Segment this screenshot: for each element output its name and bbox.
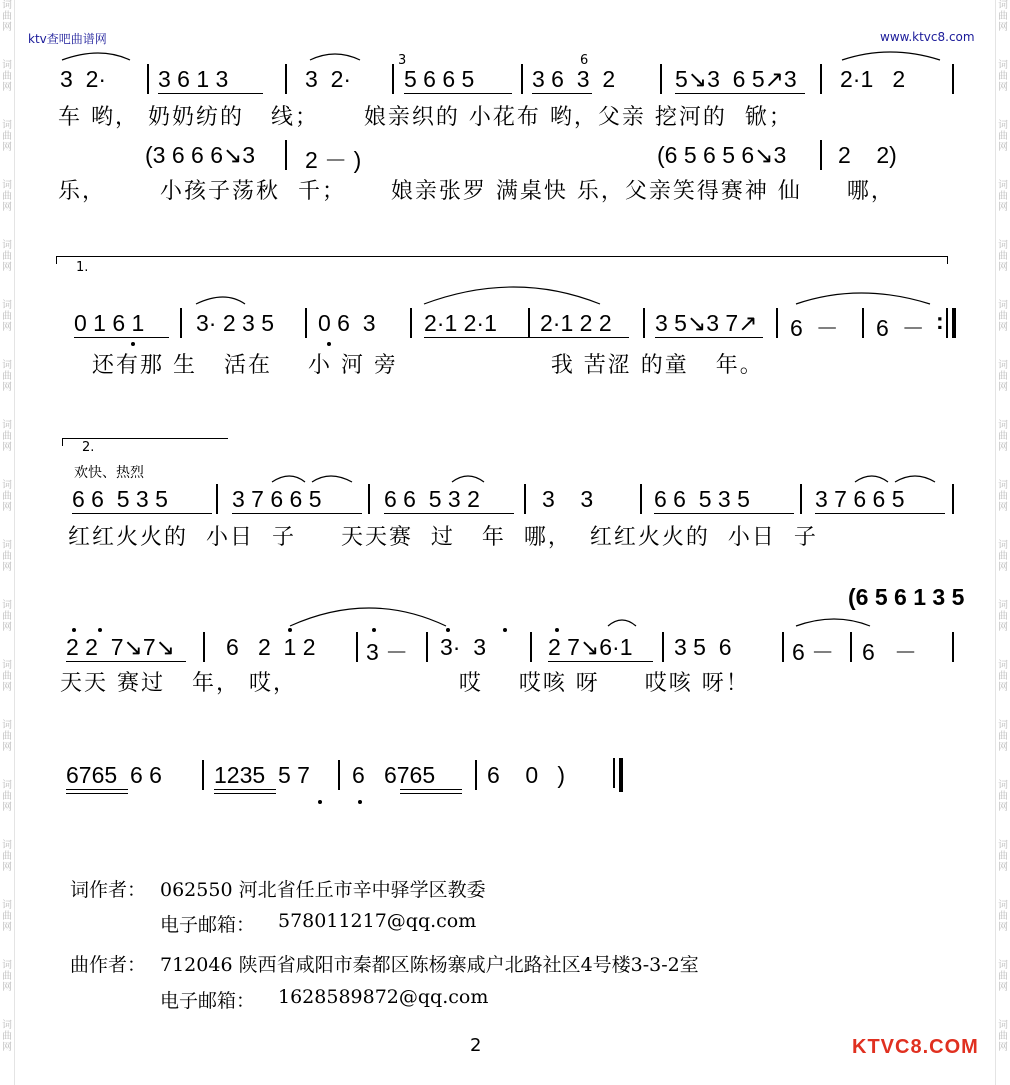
slur [272,476,305,482]
side-watermark-text: 词 曲 网 [998,360,1008,393]
lyricist-label: 词作者： [70,879,147,901]
footer-logo[interactable]: KTVC8.COM [852,1036,979,1058]
row2-measure-2: 2 － ) [305,147,362,173]
side-watermark-text: 词 曲 网 [2,840,12,873]
row5-measure-6: 3 5 6 [674,634,732,660]
row6-measure-2: 1235 5 7 [214,762,310,788]
side-watermark-text: 词 曲 网 [2,120,12,153]
row3-measure-7: 6 － [790,315,839,341]
slur [895,476,935,482]
row1-measure-5: 3 6 3 2 [532,66,616,92]
row3-measure-4: 2·1 2·1 [424,310,497,336]
slur [608,620,636,626]
side-watermark-text: 词 曲 网 [2,1020,12,1053]
row1-measure-7: 2·1 2 [840,66,906,92]
side-watermark-text: 词 曲 网 [998,540,1008,573]
row5-lyrics: 天天 赛过 年， 哎， 哎 哎咳 呀 哎咳 呀！ [60,671,750,696]
side-watermark-text: 词 曲 网 [998,240,1008,273]
row5-measure-7: 6 － [792,639,835,665]
row4-measure-4: 3 3 [542,486,594,512]
slur [290,608,446,626]
slur [452,476,484,482]
page-number: 2 [470,1035,482,1056]
side-watermark-text: 词 曲 网 [2,960,12,993]
side-watermark-text: 词 曲 网 [998,180,1008,213]
slur [796,619,870,626]
slur [310,54,360,60]
row1-measure-2: 3 6 1 3 [158,66,229,92]
side-watermark-text: 词 曲 网 [998,660,1008,693]
row2-measure-4: 2 2) [838,142,897,168]
row1-measure-1: 3 2· [60,66,107,92]
row1-measure-3: 3 2· [305,66,352,92]
slur [196,297,245,304]
row4-measure-1: 6 6 5 3 5 [72,486,168,512]
row6-measure-1: 6765 6 6 [66,762,162,788]
row3-measure-1: 0 1 6 1 [74,310,145,336]
site-url-right[interactable]: www.ktvc8.com [880,30,975,44]
side-watermark-text: 词 曲 网 [2,240,12,273]
side-watermark-text: 词 曲 网 [998,300,1008,333]
row5-measure-2: 6 2 1 2 [226,634,316,660]
side-watermark-text: 词 曲 网 [2,660,12,693]
composer-email[interactable]: 1628589872@qq.com [278,986,489,1008]
side-watermark-text: 词 曲 网 [2,480,12,513]
composer-email-label: 电子邮箱： [160,990,256,1012]
side-watermark-text: 词 曲 网 [2,60,12,93]
slur [424,287,600,304]
row3-measure-2: 3· 2 3 5 [196,310,274,336]
slur [855,476,888,482]
side-watermark-text: 词 曲 网 [998,120,1008,153]
row6-measure-4: 6 0 ) [487,762,565,788]
side-watermark-text: 词 曲 网 [998,600,1008,633]
side-watermark-text: 词 曲 网 [998,720,1008,753]
composer-info: 712046 陕西省咸阳市秦都区陈杨寨咸户北路社区4号楼3-3-2室 [160,954,699,976]
row5-measure-8: 6 － [862,639,917,665]
side-watermark-text: 词 曲 网 [998,780,1008,813]
lyricist-email-label: 电子邮箱： [160,914,256,936]
slur [62,53,130,60]
side-watermark-text: 词 曲 网 [2,780,12,813]
slur [312,476,352,482]
row2-measure-1: (3 6 6 6↘3 [145,142,256,168]
side-watermark-text: 词 曲 网 [2,540,12,573]
lyricist-email[interactable]: 578011217@qq.com [278,910,477,932]
row3-measure-3: 0 6 3 [318,310,376,336]
side-watermark-text: 词 曲 网 [998,1020,1008,1053]
volta-2-label: 2. [82,440,95,455]
row4-measure-3: 6 6 5 3 2 [384,486,480,512]
side-watermark-text: 词 曲 网 [2,0,12,33]
row4-measure-6: 3 7 6 6 5 [815,486,905,512]
row3-measure-6: 3 5↘3 7↗ [655,310,758,336]
side-watermark-text: 词 曲 网 [2,600,12,633]
slur [842,52,940,60]
row4-measure-5: 6 6 5 3 5 [654,486,750,512]
side-watermark-text: 词 曲 网 [2,360,12,393]
side-watermark-text: 词 曲 网 [998,840,1008,873]
lyricist-info: 062550 河北省任丘市辛中驿学区教委 [160,879,486,901]
row2-measure-3: (6 5 6 5 6↘3 [657,142,787,168]
row3-measure-5: 2·1 2 2 [540,310,612,336]
tempo-marking: 欢快、热烈 [74,465,144,481]
side-watermark-text: 词 曲 网 [998,0,1008,33]
row6-measure-3: 6 6765 [352,762,436,788]
side-watermark-text: 词 曲 网 [998,480,1008,513]
side-watermark-text: 词 曲 网 [998,420,1008,453]
side-watermark-text: 词 曲 网 [2,420,12,453]
composer-label: 曲作者： [70,954,147,976]
side-watermark-text: 词 曲 网 [998,900,1008,933]
grace-note: 3 [398,53,407,68]
side-watermark-text: 词 曲 网 [998,60,1008,93]
side-watermark-text: 词 曲 网 [2,180,12,213]
row5-measure-1: 2 2 7↘7↘ [66,634,175,660]
row1-measure-4: 5 6 6 5 [404,66,475,92]
row5-measure-4: 3· 3 [440,634,487,660]
row4-lyrics: 红红火火的 小日 子 天天赛 过 年 哪， 红红火火的 小日 子 [68,525,818,550]
row1-measure-6: 5↘3 6 5↗3 [675,66,797,92]
side-watermark-text: 词 曲 网 [2,900,12,933]
row5-interlude-notes: (6 5 6 1 3 5 [848,584,965,610]
row3-lyrics: 还有那 生 活在 小 河 旁 我 苦涩 的童 年。 [92,353,764,378]
row5-measure-5: 2 7↘6·1 [548,634,633,660]
row4-measure-2: 3 7 6 6 5 [232,486,322,512]
row3-measure-8: 6 － [876,315,925,341]
volta-1-label: 1. [76,260,89,275]
side-watermark-text: 词 曲 网 [2,720,12,753]
grace-note: 6 [580,53,589,68]
row5-measure-3: 3 － [366,639,409,665]
row1-lyrics: 车 哟， 奶奶纺的 线； 娘亲织的 小花布 哟，父亲 挖河的 锨； [58,105,793,130]
repeat-dots: : [936,308,944,334]
row2-lyrics: 乐， 小孩子荡秋 千； 娘亲张罗 满桌快 乐，父亲笑得赛神 仙 哪， [58,179,895,204]
side-watermark-text: 词 曲 网 [998,960,1008,993]
site-name-left[interactable]: ktv查吧曲谱网 [28,32,107,46]
side-watermark-text: 词 曲 网 [2,300,12,333]
slur [796,293,930,304]
